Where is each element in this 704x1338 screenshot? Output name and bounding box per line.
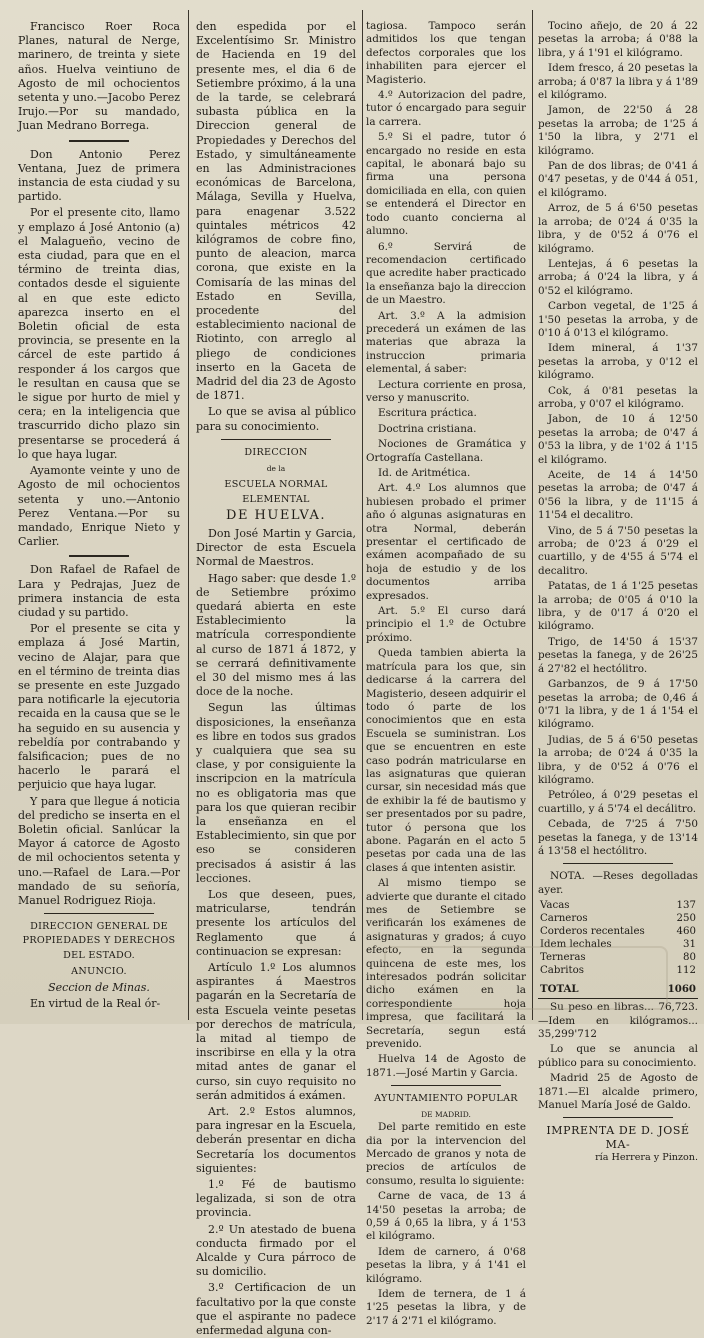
column-3 bbox=[366, 20, 526, 1327]
notice-paragraph: Lectura corriente en prosa, verso y manuscrito. bbox=[366, 378, 526, 404]
total-value: 1060 bbox=[667, 983, 696, 996]
separator bbox=[563, 1117, 673, 1118]
notice-paragraph: Nociones de Gramática y Ortografía Castellana. bbox=[366, 438, 526, 464]
notice-paragraph: Id. de Aritmética. bbox=[378, 467, 471, 479]
price-entry: Idem fresco, á 20 pesetas la arroba; á 0'87 la libra y á 1'89 el kilógramo. bbox=[538, 62, 698, 102]
notice-paragraph: den espedida por el Excelentísimo Sr. Ministro de Hacienda en 19 del presente mes, el dia 6 de Setiembre próximo, á la una de la tarde, se celebrará subasta pública en la Direccion general de Propiedades y Derechos del Estado, y simultáneamente en las Administraciones económicas de Barcelona, Málaga, Sevilla y Huelva, para enagenar 3.522 quintales métricos 42 kilógramos de cobre fino, punto de aleacion, marca corona, que existe en la Comisaría de las minas del Estado en Sevilla, procedente del establecimiento nacional de Riotinto, con arreglo al pliego de condiciones inserto en la Gaceta de Madrid del dia 23 de Agosto de 1871. bbox=[196, 20, 356, 403]
section-heading: ESCUELA NORMAL ELEMENTAL bbox=[224, 479, 328, 505]
notice-heading: Don Antonio Perez Ventana, Juez de primera instancia de esta ciudad y su partido. bbox=[18, 147, 180, 204]
notice-paragraph: Escritura práctica. bbox=[378, 407, 477, 420]
livestock-count: 80 bbox=[683, 952, 696, 964]
notice-paragraph: Por el presente cito, llamo y emplazo á José Antonio (a) el Malagueño, vecino de esta ciudad, para que en el término de treinta dias, contados desde el siguiente al en que este edicto aparezca inserto en el Boletin oficial de esta provincia, se presente en la cárcel de este partido á responder á los cargos que le resultan en causa que se le sigue por hurto de miel y cera; en la inteligencia que trascurrido dicho plazo sin presentarse se procederá á lo que haya lugar. bbox=[18, 206, 180, 461]
price-entry: Petróleo, á 0'29 pesetas el cuartillo, y á 5'74 el decálitro. bbox=[538, 789, 698, 815]
notice-paragraph: Art. 3.º A la admision precederá un exámen de las materias que abraza la instruccion primaria elemental, á saber: bbox=[366, 309, 526, 376]
livestock-name: Cabritos bbox=[540, 965, 584, 977]
price-entry: Trigo, de 14'50 á 15'37 pesetas la fanega, y de 26'25 á 27'82 el hectólitro. bbox=[538, 635, 698, 675]
price-entry: Jamon, de 22'50 á 28 pesetas la arroba; de 1'25 á 1'50 la libra, y 2'71 el kilógramo. bbox=[538, 104, 698, 157]
notice-paragraph: 1.º Fé de bautismo legalizada, si son de otra provincia. bbox=[196, 1178, 356, 1220]
livestock-name: Corderos recentales bbox=[540, 926, 645, 938]
column-2 bbox=[196, 20, 356, 1338]
table-row bbox=[538, 912, 698, 925]
notice-paragraph: Art. 2.º Estos alumnos, para ingresar en la Escuela, deberán presentar en dicha Secretaría los documentos siguientes: bbox=[196, 1105, 356, 1175]
notice-paragraph: Idem de ternera, de 1 á 1'25 pesetas la libra, y de 2'17 á 2'71 el kilógramo. bbox=[366, 1287, 526, 1327]
section-subheading: DE MADRID. bbox=[421, 1109, 471, 1119]
column-rule bbox=[362, 10, 363, 1020]
notice-paragraph: Francisco Roer Roca Planes, natural de Nerge, marinero, de treinta y siete años. Huelva veintiuno de Agosto de mil ochocientos setenta y uno.—Jacobo Perez Irujo.—Por su mandado, Juan Medrano Borrega. bbox=[18, 20, 180, 133]
notice-paragraph: En virtud de la Real ór- bbox=[30, 997, 161, 1011]
section-heading: DIRECCION GENERAL DE PROPIEDADES Y DERECHOS DEL ESTADO. bbox=[22, 921, 176, 961]
price-entry: Vino, de 5 á 7'50 pesetas la arroba; de 0'23 á 0'29 el cuartillo, y de 4'55 á 5'74 el decalitro. bbox=[538, 524, 698, 577]
column-rule bbox=[532, 10, 533, 1020]
notice-paragraph: Art. 4.º Los alumnos que hubiesen probado el primer año ó algunas asignaturas en otra Normal, deberán presentar el certificado de exámen acompañado de su hoja de estudio y de los documentos arriba expresados. bbox=[366, 482, 526, 602]
notice-paragraph: 6.º Servirá de recomendacion certificado que acredite haber practicado la enseñanza bajo la direccion de un Maestro. bbox=[366, 240, 526, 307]
notice-paragraph: Al mismo tiempo se advierte que durante el citado mes de Setiembre se verificarán los exámenes de asignaturas y grados; á cuyo efecto, en la segunda quincena de este mes, los interesados podrán solicitar dicho exámen en la correspondiente hoja impresa, que facilitará la Secretaría, segun está prevenido. bbox=[366, 877, 526, 1051]
price-entry: Judias, de 5 á 6'50 pesetas la arroba; de 0'24 á 0'35 la libra, y de 0'52 á 0'76 el kilógramo. bbox=[538, 733, 698, 786]
notice-paragraph: Del parte remitido en este dia por la intervencion del Mercado de granos y nota de precios de artículos de consumo, resulta lo siguiente: bbox=[366, 1121, 526, 1187]
notice-paragraph: Huelva 14 de Agosto de 1871.—José Martin y Garcia. bbox=[366, 1053, 526, 1079]
section-heading: DE HUELVA. bbox=[226, 507, 326, 523]
price-entry: Jabon, de 10 á 12'50 pesetas la arroba; de 0'47 á 0'53 la libra, y de 1'02 á 1'15 el kilógramo. bbox=[538, 413, 698, 466]
price-entry: Lentejas, á 6 pesetas la arroba; á 0'24 la libra, y á 0'52 el kilógramo. bbox=[538, 257, 698, 297]
price-entry: Cok, á 0'81 pesetas la arroba, y 0'07 el kilógramo. bbox=[538, 384, 698, 410]
notice-paragraph: Y para que llegue á noticia del predicho se inserta en el Boletin oficial. Sanlúcar la Mayor á catorce de Agosto de mil ochocientos setenta y uno.—Rafael de Lara.—Por mandado de su señoría, Manuel Rodriguez Rioja. bbox=[18, 794, 180, 907]
notice-paragraph: Doctrina cristiana. bbox=[378, 422, 477, 435]
section-heading: de la bbox=[266, 464, 286, 474]
weight-line: Su peso en libras... 76,723.—Idem en kilógramos... 35,299'712 bbox=[538, 1001, 698, 1040]
notice-paragraph: Idem de carnero, á 0'68 pesetas la libra, y á 1'41 el kilógramo. bbox=[366, 1245, 526, 1285]
separator bbox=[391, 1085, 501, 1086]
table-row bbox=[538, 925, 698, 938]
livestock-name: Carneros bbox=[540, 913, 588, 925]
livestock-count: 112 bbox=[676, 965, 696, 977]
price-entry: Cebada, de 7'25 á 7'50 pesetas la fanega, y de 13'14 á 13'58 el hectólitro. bbox=[538, 818, 698, 857]
notice-paragraph: 5.º Si el padre, tutor ó encargado no reside en esta capital, le abonará bajo su firma una persona domiciliada en ella, con quien se entenderá el Director en todo cuanto concierna al alumno. bbox=[366, 131, 526, 238]
price-entry: Tocino añejo, de 20 á 22 pesetas la arroba; á 0'88 la libra, y á 1'91 el kilógramo. bbox=[538, 20, 698, 59]
closing-signature: Madrid 25 de Agosto de 1871.—El alcalde primero, Manuel María José de Galdo. bbox=[538, 1072, 698, 1112]
livestock-name: Vacas bbox=[540, 900, 570, 912]
archive-watermark bbox=[384, 946, 668, 1010]
notice-paragraph: Por el presente se cita y emplaza á José Martin, vecino de Alajar, para que en el término de treinta dias se presente en este Juzgado para notificarle la ejecutoria recaida en la causa que se le ha seguido en su ausencia y rebeldía por contrabando y falsificacion; pues de no hacerlo le parará el perjuicio que haya lugar. bbox=[18, 622, 180, 792]
price-entry: Garbanzos, de 9 á 17'50 pesetas la arroba; de 0,46 á 0'71 la libra, y de 1 á 1'54 el kilógramo. bbox=[538, 678, 698, 731]
livestock-count: 31 bbox=[683, 939, 696, 951]
notice-paragraph: Los que deseen, pues, matricularse, tendrán presente los artículos del Reglamento que á continuacion se expresan: bbox=[196, 887, 356, 958]
price-entry: Arroz, de 5 á 6'50 pesetas la arroba; de 0'24 á 0'35 la libra, y de 0'52 á 0'76 el kilógramo. bbox=[538, 202, 698, 255]
notice-paragraph: Carne de vaca, de 13 á 14'50 pesetas la arroba; de 0,59 á 0,65 la libra, y á 1'53 el kilógramo. bbox=[366, 1190, 526, 1243]
printer-imprint: IMPRENTA DE D. JOSÉ MA- bbox=[546, 1124, 690, 1151]
notice-paragraph: 2.º Un atestado de buena conducta firmado por el Alcalde y Cura párroco de su domicilio. bbox=[196, 1222, 356, 1279]
notice-paragraph: Segun las últimas disposiciones, la enseñanza es libre en todos sus grados y cualquiera que sea su clase, y por consiguiente la inscripcion en la matrícula no es obligatoria mas que para los que quieran recibir la enseñanza en el Establecimiento, sin que por eso se consideren precisados á asistir á las lecciones. bbox=[196, 701, 356, 885]
notice-paragraph: Don José Martin y Garcia, Director de esta Escuela Normal de Maestros. bbox=[196, 526, 356, 569]
printer-imprint: ría Herrera y Pinzon. bbox=[595, 1152, 698, 1164]
column-1 bbox=[18, 20, 180, 1018]
price-entry: Pan de dos libras; de 0'41 á 0'47 pesetas, y de 0'44 á 051, el kilógramo. bbox=[538, 160, 698, 199]
notice-paragraph: 4.º Autorizacion del padre, tutor ó encargado para seguir la carrera. bbox=[366, 89, 526, 128]
section-subheading: ANUNCIO. bbox=[71, 965, 127, 977]
nota-label: NOTA. bbox=[550, 870, 585, 883]
separator bbox=[44, 913, 154, 914]
section-heading: DIRECCION bbox=[244, 446, 308, 458]
notice-heading: Don Rafael de Rafael de Lara y Pedrajas, Juez de primera instancia de esta ciudad y su partido. bbox=[18, 563, 180, 619]
price-entry: Aceite, de 14 á 14'50 pesetas la arroba; de 0'47 á 0'56 la libra, y de 11'15 á 11'54 el decalitro. bbox=[538, 469, 698, 522]
notice-paragraph: Artículo 1.º Los alumnos aspirantes á Maestros pagarán en la Secretaría de esta Escuela veinte pesetas por derechos de matrícula, la mitad al tiempo de inscribirse en ella y la otra mitad antes de ganar el curso, sin cuyo requisito no serán admitidos á exámen. bbox=[196, 961, 356, 1102]
notice-paragraph: Lo que se avisa al público para su conocimiento. bbox=[196, 405, 356, 433]
nota-text: —Reses degolladas ayer. bbox=[538, 870, 698, 896]
column-4 bbox=[538, 20, 698, 1164]
separator bbox=[563, 863, 673, 864]
livestock-count: 460 bbox=[676, 926, 696, 938]
separator bbox=[69, 140, 129, 142]
livestock-count: 137 bbox=[676, 900, 696, 912]
livestock-name: Idem lechales bbox=[540, 939, 612, 951]
price-entry: Idem mineral, á 1'37 pesetas la arroba, y 0'12 el kilógramo. bbox=[538, 342, 698, 382]
notice-paragraph: 3.º Certificacion de un facultativo por la que conste que el aspirante no padece enfermedad alguna con- bbox=[196, 1281, 356, 1338]
livestock-count: 250 bbox=[676, 913, 696, 925]
notice-paragraph: Lo que se anuncia al público para su conocimiento. bbox=[538, 1043, 698, 1069]
separator bbox=[221, 439, 331, 440]
column-rule bbox=[188, 10, 189, 1020]
section-heading: AYUNTAMIENTO POPULAR bbox=[374, 1093, 518, 1105]
table-row bbox=[538, 899, 698, 912]
notice-paragraph: Queda tambien abierta la matrícula para los que, sin dedicarse á la carrera del Magisterio, deseen adquirir el todo ó parte de los conocimientos que en esta Escuela se suministran. Los que se encuentren en este caso podrán matricularse en las asignaturas que quieran cursar, sin necesidad más que de exhibir la fé de bautismo y ser presentados por su padre, tutor ó persona que los abone. Pagarán en el acto 5 pesetas por cada una de las clases á que intenten asistir. bbox=[366, 647, 526, 874]
price-entry: Patatas, de 1 á 1'25 pesetas la arroba; de 0'05 á 0'10 la libra, y de 0'17 á 0'20 el kilógramo. bbox=[538, 580, 698, 633]
separator bbox=[69, 555, 129, 557]
notice-paragraph: Art. 5.º El curso dará principio el 1.º de Octubre próximo. bbox=[366, 605, 526, 644]
notice-paragraph: Hago saber: que desde 1.º de Setiembre próximo quedará abierta en este Establecimiento la matrícula correspondiente al curso de 1871 á 1872, y se cerrará definitivamente el 30 del mismo mes á las doce de la noche. bbox=[196, 571, 356, 699]
price-entry: Carbon vegetal, de 1'25 á 1'50 pesetas la arroba, y de 0'10 á 0'13 el kilógramo. bbox=[538, 300, 698, 339]
notice-paragraph: Ayamonte veinte y uno de Agosto de mil ochocientos setenta y uno.—Antonio Perez Ventana.—Por su mandado, Enrique Nieto y Carlier. bbox=[18, 464, 180, 549]
nota-line bbox=[538, 870, 698, 897]
total-label: TOTAL bbox=[540, 983, 579, 996]
notice-paragraph: tagiosa. Tampoco serán admitidos los que tengan defectos corporales que los inhabiliten para ejercer el Magisterio. bbox=[366, 20, 526, 86]
section-subheading: Seccion de Minas. bbox=[48, 981, 150, 994]
livestock-name: Terneras bbox=[540, 952, 586, 964]
